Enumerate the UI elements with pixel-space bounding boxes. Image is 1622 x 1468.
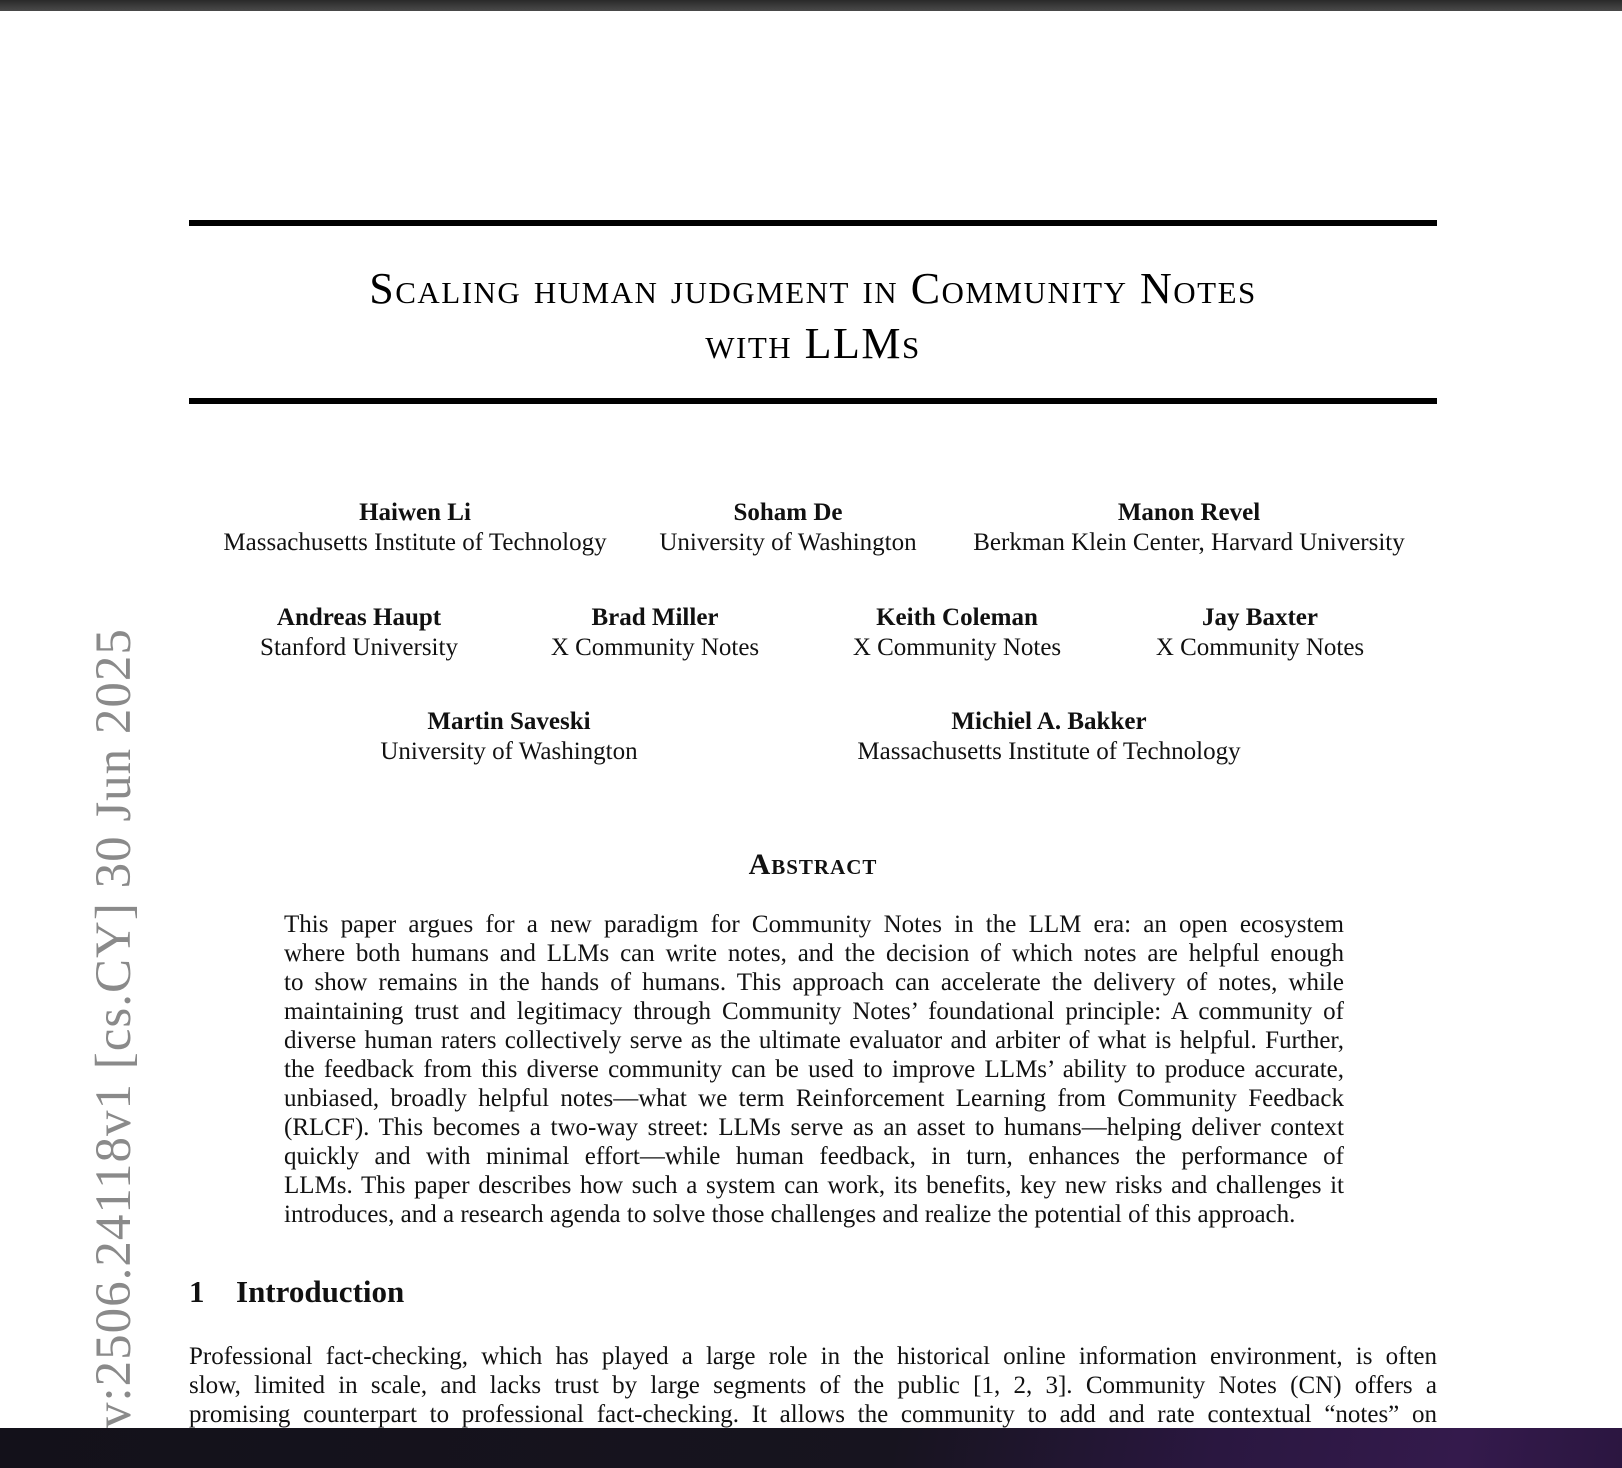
author-affiliation: University of Washington	[380, 738, 638, 765]
author-name: Keith Coleman	[876, 604, 1038, 631]
author-name: Michiel A. Bakker	[951, 708, 1147, 735]
author-block	[380, 707, 637, 767]
author-block	[857, 707, 1240, 767]
section-number: 1	[189, 1274, 205, 1309]
paper-title-line-1: Scaling human judgment in Community Notes	[369, 264, 1257, 313]
author-block	[260, 603, 458, 663]
author-affiliation: Massachusetts Institute of Technology	[857, 738, 1241, 765]
abstract-line: the feedback from this diverse community can be used to improve LLMs’ ability to produce accurate,	[284, 1056, 1344, 1083]
author-block	[659, 498, 916, 558]
viewer-bottom-bar	[0, 1428, 1622, 1468]
title-rule-bottom	[189, 398, 1437, 404]
author-name: Manon Revel	[1117, 499, 1261, 526]
title-rule-top	[189, 220, 1437, 226]
abstract-line: LLMs. This paper describes how such a system can work, its benefits, key new risks and challenges it	[284, 1172, 1344, 1199]
abstract-text	[284, 910, 1344, 1229]
paper-title	[189, 261, 1437, 371]
abstract-line: where both humans and LLMs can write notes, and the decision of which notes are helpful enough	[284, 940, 1344, 967]
author-affiliation: Berkman Klein Center, Harvard University	[973, 529, 1405, 556]
author-block	[1156, 603, 1364, 663]
section-heading-introduction	[189, 1274, 404, 1310]
viewer-top-bar	[0, 0, 1622, 11]
abstract-line: (RLCF). This becomes a two-way street: LLMs serve as an asset to humans—helping deliver context	[284, 1114, 1344, 1141]
section-title: Introduction	[236, 1274, 405, 1309]
abstract-line: unbiased, broadly helpful notes—what we term Reinforcement Learning from Community Feedback	[284, 1085, 1344, 1112]
author-block	[853, 603, 1061, 663]
author-name: Haiwen Li	[359, 499, 471, 526]
abstract-line: This paper argues for a new paradigm for Community Notes in the LLM era: an open ecosystem	[284, 911, 1344, 938]
paper-title-line-2: with LLMs	[705, 319, 921, 368]
abstract-line: to show remains in the hands of humans. This approach can accelerate the delivery of notes, while	[284, 969, 1344, 996]
author-name: Martin Saveski	[427, 708, 591, 735]
intro-line: Professional fact-checking, which has played a large role in the historical online information environment, is often	[189, 1343, 1437, 1370]
abstract-heading: Abstract	[748, 848, 878, 881]
abstract-line: introduces, and a research agenda to solve those challenges and realize the potential of this approach.	[284, 1201, 1296, 1228]
introduction-text	[189, 1342, 1437, 1429]
author-affiliation: Stanford University	[260, 634, 458, 661]
author-name: Brad Miller	[591, 604, 719, 631]
author-name: Jay Baxter	[1202, 604, 1318, 631]
author-affiliation: University of Washington	[659, 529, 917, 556]
intro-line: promising counterpart to professional fact-checking. It allows the community to add and rate contextual “notes” on	[189, 1401, 1437, 1428]
author-affiliation: X Community Notes	[550, 634, 760, 661]
abstract-line: diverse human raters collectively serve as the ultimate evaluator and arbiter of what is helpful. Further,	[284, 1027, 1344, 1054]
abstract-line: maintaining trust and legitimacy through Community Notes’ foundational principle: A community of	[284, 998, 1344, 1025]
author-block	[551, 603, 759, 663]
author-affiliation: X Community Notes	[1155, 634, 1365, 661]
author-name: Soham De	[733, 499, 843, 526]
author-block	[223, 498, 606, 558]
author-name: Andreas Haupt	[276, 604, 442, 631]
abstract-line: quickly and with minimal effort—while human feedback, in turn, enhances the performance of	[284, 1143, 1344, 1170]
arxiv-identifier-stamp: v:2506.24118v1 [cs.CY] 30 Jun 2025	[86, 628, 142, 1428]
author-affiliation: Massachusetts Institute of Technology	[223, 529, 607, 556]
author-block	[973, 498, 1405, 558]
author-affiliation: X Community Notes	[852, 634, 1062, 661]
intro-line: slow, limited in scale, and lacks trust by large segments of the public [1, 2, 3]. Community Notes (CN) offers a	[189, 1372, 1437, 1399]
